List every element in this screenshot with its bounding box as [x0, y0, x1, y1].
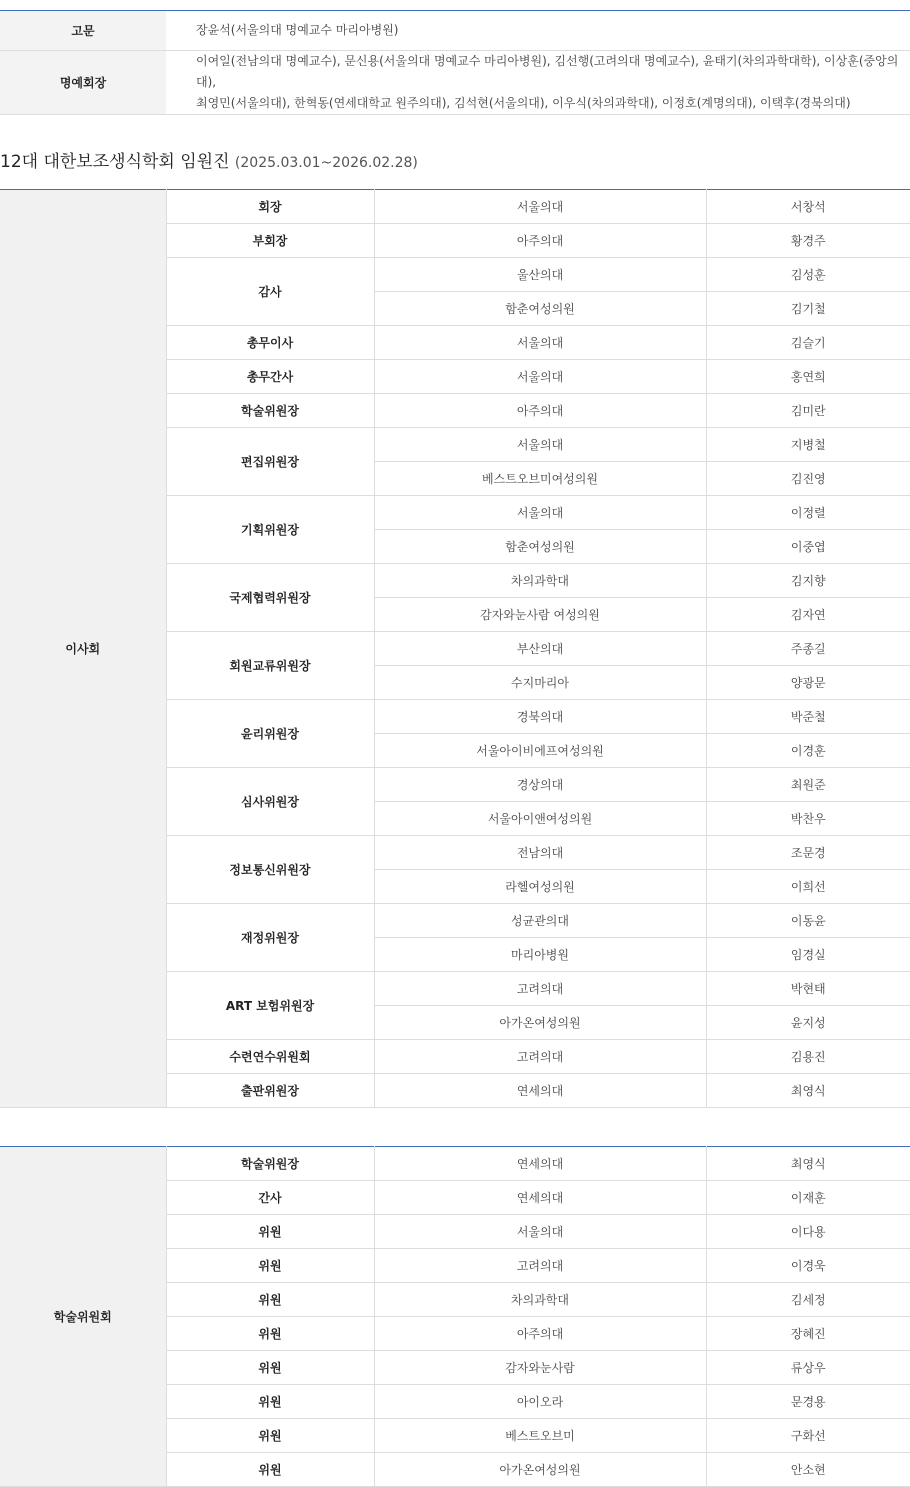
- role-cell: 위원: [166, 1419, 374, 1453]
- affiliation-cell: 연세의대: [374, 1181, 706, 1215]
- affiliation-cell: 함춘여성의원: [374, 292, 706, 326]
- name-cell: 이경훈: [706, 734, 910, 768]
- affiliation-cell: 서울의대: [374, 428, 706, 462]
- name-cell: 최영식: [706, 1147, 910, 1181]
- name-cell: 안소현: [706, 1453, 910, 1487]
- affiliation-cell: 아주의대: [374, 394, 706, 428]
- honorary-label: 명예회장: [0, 51, 166, 115]
- name-cell: 류상우: [706, 1351, 910, 1385]
- advisor-row: [0, 11, 910, 51]
- role-cell: 위원: [166, 1215, 374, 1249]
- affiliation-cell: 차의과학대: [374, 564, 706, 598]
- advisor-label: 고문: [0, 11, 166, 51]
- affiliation-cell: 서울아이비에프여성의원: [374, 734, 706, 768]
- name-cell: 김슬기: [706, 326, 910, 360]
- name-cell: 김세정: [706, 1283, 910, 1317]
- academic-table: [0, 1146, 910, 1487]
- role-cell: 심사위원장: [166, 768, 374, 836]
- affiliation-cell: 함춘여성의원: [374, 530, 706, 564]
- role-cell: 기획위원장: [166, 496, 374, 564]
- name-cell: 구화선: [706, 1419, 910, 1453]
- name-cell: 양광문: [706, 666, 910, 700]
- role-cell: 총무이사: [166, 326, 374, 360]
- category-cell: 학술위원회: [0, 1147, 166, 1487]
- table-row: [0, 1147, 910, 1181]
- role-cell: 재정위원장: [166, 904, 374, 972]
- honorary-line-2: 최영민(서울의대), 한혁동(연세대학교 원주의대), 김석현(서울의대), 이우식(차의과학대), 이정호(계명의대), 이택후(경북의대): [196, 96, 851, 110]
- affiliation-cell: 감자와눈사람: [374, 1351, 706, 1385]
- affiliation-cell: 아주의대: [374, 1317, 706, 1351]
- affiliation-cell: 서울의대: [374, 496, 706, 530]
- name-cell: 조문경: [706, 836, 910, 870]
- role-cell: 회원교류위원장: [166, 632, 374, 700]
- role-cell: 감사: [166, 258, 374, 326]
- role-cell: 국제협력위원장: [166, 564, 374, 632]
- name-cell: 황경주: [706, 224, 910, 258]
- name-cell: 김지향: [706, 564, 910, 598]
- honorary-value: [166, 51, 910, 115]
- role-cell: 학술위원장: [166, 394, 374, 428]
- name-cell: 김용진: [706, 1040, 910, 1074]
- affiliation-cell: 울산의대: [374, 258, 706, 292]
- name-cell: 임경실: [706, 938, 910, 972]
- name-cell: 주종길: [706, 632, 910, 666]
- name-cell: 이정렬: [706, 496, 910, 530]
- role-cell: 편집위원장: [166, 428, 374, 496]
- role-cell: 수련연수위원회: [166, 1040, 374, 1074]
- affiliation-cell: 차의과학대: [374, 1283, 706, 1317]
- affiliation-cell: 고려의대: [374, 1040, 706, 1074]
- name-cell: 이동윤: [706, 904, 910, 938]
- role-cell: 위원: [166, 1249, 374, 1283]
- name-cell: 이재훈: [706, 1181, 910, 1215]
- category-cell: 이사회: [0, 190, 166, 1108]
- affiliation-cell: 서울의대: [374, 190, 706, 224]
- role-cell: 총무간사: [166, 360, 374, 394]
- name-cell: 김성훈: [706, 258, 910, 292]
- affiliation-cell: 아가온여성의원: [374, 1006, 706, 1040]
- role-cell: 정보통신위원장: [166, 836, 374, 904]
- role-cell: 부회장: [166, 224, 374, 258]
- honorary-row: [0, 51, 910, 115]
- name-cell: 장혜진: [706, 1317, 910, 1351]
- affiliation-cell: 서울의대: [374, 1215, 706, 1249]
- board-table: [0, 189, 910, 1108]
- role-cell: 간사: [166, 1181, 374, 1215]
- affiliation-cell: 베스트오브미: [374, 1419, 706, 1453]
- affiliation-cell: 서울아이앤여성의원: [374, 802, 706, 836]
- role-cell: 학술위원장: [166, 1147, 374, 1181]
- affiliation-cell: 라헬여성의원: [374, 870, 706, 904]
- name-cell: 박현태: [706, 972, 910, 1006]
- heading-period: (2025.03.01~2026.02.28): [234, 155, 418, 171]
- name-cell: 김미란: [706, 394, 910, 428]
- table-row: [0, 190, 910, 224]
- affiliation-cell: 수지마리아: [374, 666, 706, 700]
- name-cell: 지병철: [706, 428, 910, 462]
- heading-title: 12대 대한보조생식학회 임원진: [0, 152, 230, 172]
- name-cell: 김진영: [706, 462, 910, 496]
- name-cell: 김기철: [706, 292, 910, 326]
- section-heading: [0, 115, 910, 189]
- name-cell: 박준철: [706, 700, 910, 734]
- affiliation-cell: 서울의대: [374, 360, 706, 394]
- name-cell: 이다용: [706, 1215, 910, 1249]
- role-cell: 위원: [166, 1317, 374, 1351]
- role-cell: 위원: [166, 1385, 374, 1419]
- role-cell: 출판위원장: [166, 1074, 374, 1108]
- name-cell: 서창석: [706, 190, 910, 224]
- affiliation-cell: 연세의대: [374, 1074, 706, 1108]
- role-cell: 위원: [166, 1453, 374, 1487]
- role-cell: ART 보험위원장: [166, 972, 374, 1040]
- affiliation-cell: 연세의대: [374, 1147, 706, 1181]
- name-cell: 홍연희: [706, 360, 910, 394]
- affiliation-cell: 전남의대: [374, 836, 706, 870]
- affiliation-cell: 경상의대: [374, 768, 706, 802]
- affiliation-cell: 감자와눈사람 여성의원: [374, 598, 706, 632]
- affiliation-cell: 아가온여성의원: [374, 1453, 706, 1487]
- affiliation-cell: 베스트오브미여성의원: [374, 462, 706, 496]
- affiliation-cell: 고려의대: [374, 972, 706, 1006]
- affiliation-cell: 부산의대: [374, 632, 706, 666]
- name-cell: 김자연: [706, 598, 910, 632]
- role-cell: 회장: [166, 190, 374, 224]
- name-cell: 이경욱: [706, 1249, 910, 1283]
- name-cell: 문경용: [706, 1385, 910, 1419]
- name-cell: 이희선: [706, 870, 910, 904]
- affiliation-cell: 경북의대: [374, 700, 706, 734]
- advisor-value: 장윤석(서울의대 명예교수 마리아병원): [166, 11, 910, 51]
- affiliation-cell: 아이오라: [374, 1385, 706, 1419]
- affiliation-cell: 성균관의대: [374, 904, 706, 938]
- honorary-line-1: 이여일(전남의대 명예교수), 문신용(서울의대 명예교수 마리아병원), 김선행(고려의대 명예교수), 윤태기(차의과학대학), 이상훈(중앙의대),: [196, 54, 899, 89]
- name-cell: 윤지성: [706, 1006, 910, 1040]
- role-cell: 위원: [166, 1283, 374, 1317]
- name-cell: 최원준: [706, 768, 910, 802]
- affiliation-cell: 서울의대: [374, 326, 706, 360]
- name-cell: 이중엽: [706, 530, 910, 564]
- name-cell: 박찬우: [706, 802, 910, 836]
- role-cell: 위원: [166, 1351, 374, 1385]
- role-cell: 윤리위원장: [166, 700, 374, 768]
- affiliation-cell: 아주의대: [374, 224, 706, 258]
- advisors-table: [0, 10, 910, 115]
- affiliation-cell: 고려의대: [374, 1249, 706, 1283]
- name-cell: 최영식: [706, 1074, 910, 1108]
- affiliation-cell: 마리아병원: [374, 938, 706, 972]
